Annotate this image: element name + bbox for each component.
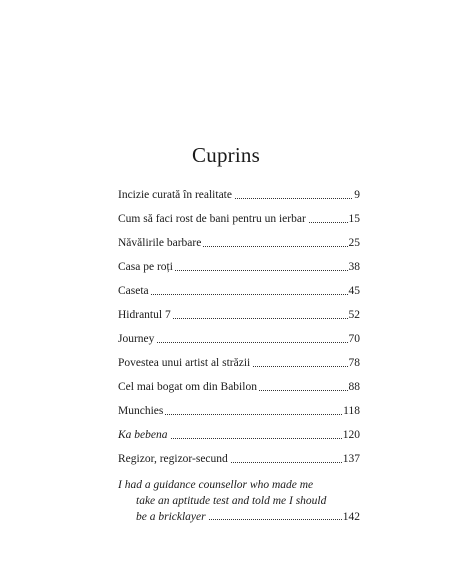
- toc-entry: [118, 211, 360, 227]
- toc-entry-page: 88: [348, 381, 360, 393]
- toc-entry-page: 9: [354, 189, 360, 201]
- toc-entry-multiline: [118, 477, 360, 525]
- toc-entry-title: Ka bebena: [118, 429, 168, 441]
- toc-entry-page: 78: [348, 357, 360, 369]
- toc-entry-page: 45: [348, 285, 360, 297]
- toc-entry-title: Munchies: [118, 405, 164, 417]
- toc-entry: [118, 355, 360, 371]
- toc-entry-page: 25: [348, 237, 360, 249]
- toc-entry-title: Năvălirile barbare: [118, 237, 202, 249]
- toc-entry: [118, 451, 360, 467]
- toc-entry-title: Regizor, regizor-secund: [118, 453, 228, 465]
- toc-entry-title: Casa pe roți: [118, 261, 173, 273]
- toc-entry: [118, 307, 360, 323]
- toc-entry: [118, 331, 360, 347]
- toc-entry-title: Caseta: [118, 285, 149, 297]
- toc-entry-page: 70: [348, 333, 360, 345]
- toc-entry: [118, 379, 360, 395]
- toc-entry-page: 118: [343, 405, 360, 417]
- toc-entry-page: 38: [348, 261, 360, 273]
- toc-entry-title: Hidrantul 7: [118, 309, 171, 321]
- toc-entry: [118, 427, 360, 443]
- toc-entry-title-line: be a bricklayer: [136, 511, 206, 523]
- page-title: Cuprins: [192, 143, 260, 167]
- dot-leader: [118, 293, 360, 295]
- toc-entry-page: 15: [348, 213, 360, 225]
- toc-entry-page: 52: [348, 309, 360, 321]
- toc-entry-page: 120: [342, 429, 360, 441]
- toc-entry-title-line: take an aptitude test and told me I should: [136, 495, 327, 507]
- toc-entry-page: 137: [342, 453, 360, 465]
- toc-entry-title: Cum să faci rost de bani pentru un ierbar: [118, 213, 306, 225]
- toc-entry-page: 142: [342, 511, 360, 523]
- toc-entry: [118, 235, 360, 251]
- toc-entry: [118, 259, 360, 275]
- toc-entry-last-line: [118, 509, 360, 525]
- toc-entry-title: Cel mai bogat om din Babilon: [118, 381, 257, 393]
- toc-entry-title: Povestea unui artist al străzii: [118, 357, 251, 369]
- toc-entry: [118, 283, 360, 299]
- toc-entry: [118, 403, 360, 419]
- toc-entry-title: Journey: [118, 333, 155, 345]
- toc-entry-title-line: I had a guidance counsellor who made me: [118, 479, 314, 491]
- toc-entry-title: Incizie curată în realitate: [118, 189, 232, 201]
- toc-entry: [118, 187, 360, 203]
